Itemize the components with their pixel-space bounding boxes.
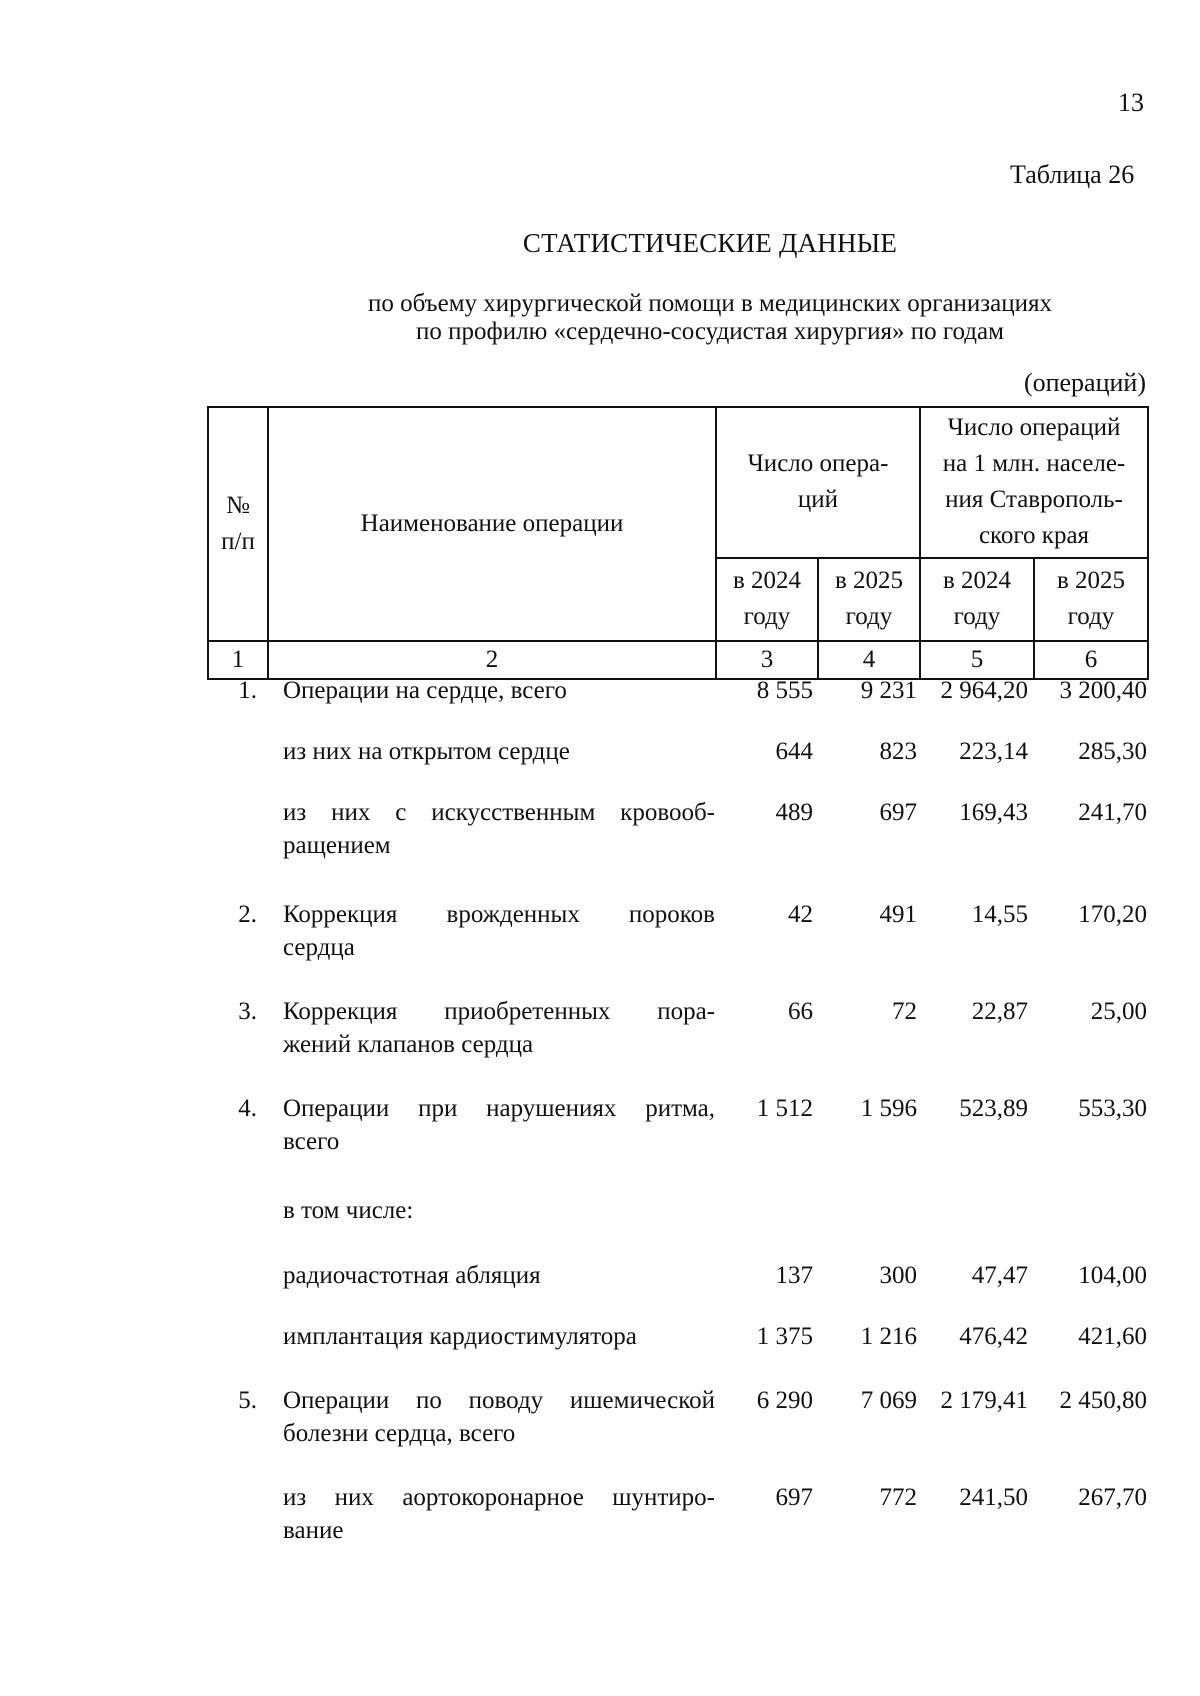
- header-number: № п/п: [208, 407, 268, 641]
- document-title: СТАТИСТИЧЕСКИЕ ДАННЫЕ: [522, 228, 898, 258]
- header-operations-count: Число опера- ций: [716, 407, 920, 558]
- cell-ops-2025: 72: [892, 998, 917, 1025]
- row-name: из них аортокоронарное шунтиро- вание: [283, 1484, 715, 1544]
- cell-ops-2025: 1 596: [860, 1095, 917, 1122]
- cell-per-million-2025: 285,30: [1078, 738, 1147, 765]
- row-name: Операции при нарушениях ритма, всего: [283, 1095, 715, 1155]
- header-operation-name: Наименование операции: [268, 407, 716, 641]
- cell-ops-2024: 644: [775, 738, 813, 765]
- row-name: имплантация кардиостимулятора: [283, 1323, 637, 1350]
- header-ops-2024: в 2024 году: [716, 558, 818, 641]
- cell-ops-2024: 137: [775, 1262, 813, 1289]
- row-name: в том числе:: [283, 1197, 414, 1224]
- cell-per-million-2024: 2 179,41: [940, 1387, 1028, 1414]
- header-per-million-2025: в 2025 году: [1034, 558, 1148, 641]
- column-number: 1: [208, 641, 268, 679]
- cell-ops-2024: 42: [788, 901, 813, 928]
- row-number: 1.: [238, 677, 257, 704]
- subtitle-line-2: по профилю «сердечно-сосудистая хирургия» по годам: [416, 318, 1004, 345]
- cell-ops-2025: 823: [879, 738, 917, 765]
- row-name: из них на открытом сердце: [283, 738, 570, 765]
- cell-ops-2024: 1 375: [756, 1323, 813, 1350]
- row-name: Операции на сердце, всего: [283, 677, 567, 704]
- cell-per-million-2025: 104,00: [1078, 1262, 1147, 1289]
- statistics-table-header: [207, 406, 1149, 680]
- column-number: 6: [1034, 641, 1148, 679]
- cell-per-million-2024: 22,87: [971, 998, 1028, 1025]
- cell-per-million-2025: 3 200,40: [1059, 677, 1147, 704]
- unit-label: (операций): [1023, 368, 1146, 397]
- cell-ops-2025: 697: [879, 799, 917, 826]
- cell-ops-2024: 489: [775, 799, 813, 826]
- row-name: Коррекция врожденных пороков сердца: [283, 901, 715, 961]
- cell-ops-2024: 6 290: [756, 1387, 813, 1414]
- cell-per-million-2025: 421,60: [1078, 1323, 1147, 1350]
- cell-ops-2025: 9 231: [860, 677, 917, 704]
- column-number: 5: [920, 641, 1034, 679]
- cell-ops-2025: 7 069: [860, 1387, 917, 1414]
- row-number: 3.: [238, 998, 257, 1025]
- cell-ops-2025: 1 216: [860, 1323, 917, 1350]
- cell-per-million-2025: 553,30: [1078, 1095, 1147, 1122]
- cell-per-million-2024: 476,42: [959, 1323, 1028, 1350]
- cell-ops-2024: 1 512: [756, 1095, 813, 1122]
- column-number: 2: [268, 641, 716, 679]
- cell-per-million-2024: 241,50: [959, 1484, 1028, 1511]
- header-per-million-2024: в 2024 году: [920, 558, 1034, 641]
- row-name: Коррекция приобретенных пора- жений клапанов сердца: [283, 998, 715, 1058]
- cell-per-million-2025: 241,70: [1078, 799, 1147, 826]
- cell-ops-2025: 300: [879, 1262, 917, 1289]
- header-per-million: Число операций на 1 млн. населе- ния Ставрополь- ского края: [920, 407, 1148, 558]
- column-number: 4: [818, 641, 920, 679]
- cell-per-million-2024: 523,89: [959, 1095, 1028, 1122]
- cell-ops-2025: 491: [879, 901, 917, 928]
- table-label: Таблица 26: [1010, 160, 1135, 189]
- row-name: из них с искусственным кровооб- ращением: [283, 799, 715, 859]
- cell-per-million-2024: 47,47: [971, 1262, 1028, 1289]
- cell-ops-2024: 66: [788, 998, 813, 1025]
- cell-per-million-2024: 2 964,20: [940, 677, 1028, 704]
- row-number: 4.: [238, 1095, 257, 1122]
- cell-per-million-2025: 2 450,80: [1059, 1387, 1147, 1414]
- cell-per-million-2024: 169,43: [959, 799, 1028, 826]
- cell-per-million-2024: 14,55: [971, 901, 1028, 928]
- cell-ops-2024: 697: [775, 1484, 813, 1511]
- cell-per-million-2025: 25,00: [1090, 998, 1147, 1025]
- cell-per-million-2025: 267,70: [1078, 1484, 1147, 1511]
- row-number: 5.: [238, 1387, 257, 1414]
- page-number: 13: [1118, 88, 1144, 117]
- cell-per-million-2024: 223,14: [959, 738, 1028, 765]
- cell-ops-2025: 772: [879, 1484, 917, 1511]
- cell-ops-2024: 8 555: [756, 677, 813, 704]
- document-subtitle: [250, 290, 1170, 346]
- column-number: 3: [716, 641, 818, 679]
- subtitle-line-1: по объему хирургической помощи в медицинских организациях: [367, 290, 1053, 317]
- row-name: Операции по поводу ишемической болезни сердца, всего: [283, 1387, 715, 1447]
- row-number: 2.: [238, 901, 257, 928]
- row-name: радиочастотная абляция: [283, 1262, 541, 1289]
- cell-per-million-2025: 170,20: [1078, 901, 1147, 928]
- header-ops-2025: в 2025 году: [818, 558, 920, 641]
